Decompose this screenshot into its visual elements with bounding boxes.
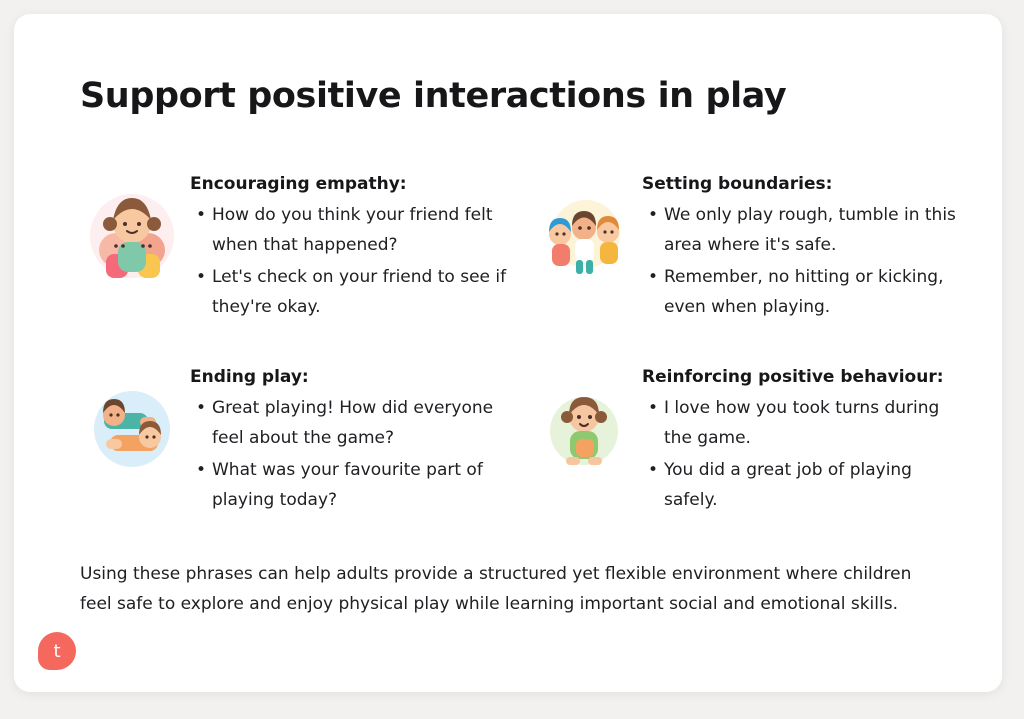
list-item: • Let's check on your friend to see if they're okay. [210,262,510,323]
section-content [642,355,956,516]
page-title: Support positive interactions in play [80,76,787,116]
section-content [190,355,510,516]
list-item: • You did a great job of playing safely. [662,455,956,516]
slide-card [14,14,1002,692]
section-setting-boundaries [518,162,956,323]
list-item: • Remember, no hitting or kicking, even when playing. [662,262,956,323]
child-hugging-illustration [532,377,636,481]
list-item: • Great playing! How did everyone feel about the game? [210,393,510,454]
section-title: Reinforcing positive behaviour: [642,367,944,387]
list-item: • We only play rough, tumble in this area where it's safe. [662,200,956,261]
phrase-list [190,393,510,515]
section-title: Setting boundaries: [642,174,833,194]
section-ending-play [80,355,518,516]
sections-grid [80,162,956,516]
sections-row [80,162,956,323]
list-item: • I love how you took turns during the game. [662,393,956,454]
section-encouraging-empathy [80,162,518,323]
section-reinforcing-positive-behaviour [518,355,956,516]
children-hugging-illustration [80,184,184,288]
list-item: • What was your favourite part of playing today? [210,455,510,516]
list-item: • How do you think your friend felt when that happened? [210,200,510,261]
children-resting-illustration [80,377,184,481]
phrase-list [642,200,956,322]
sections-row [80,355,956,516]
closing-paragraph: Using these phrases can help adults provide a structured yet flexible environment where children feel safe to explore and enjoy physical play while learning important social and emotional skills. [80,564,912,615]
children-rough-play-illustration [532,184,636,288]
section-title: Ending play: [190,367,309,387]
logo-letter: t [53,640,61,662]
phrase-list [642,393,956,515]
brand-logo [38,632,76,670]
section-title: Encouraging empathy: [190,174,407,194]
phrase-list [190,200,510,322]
section-content [642,162,956,323]
section-content [190,162,510,323]
